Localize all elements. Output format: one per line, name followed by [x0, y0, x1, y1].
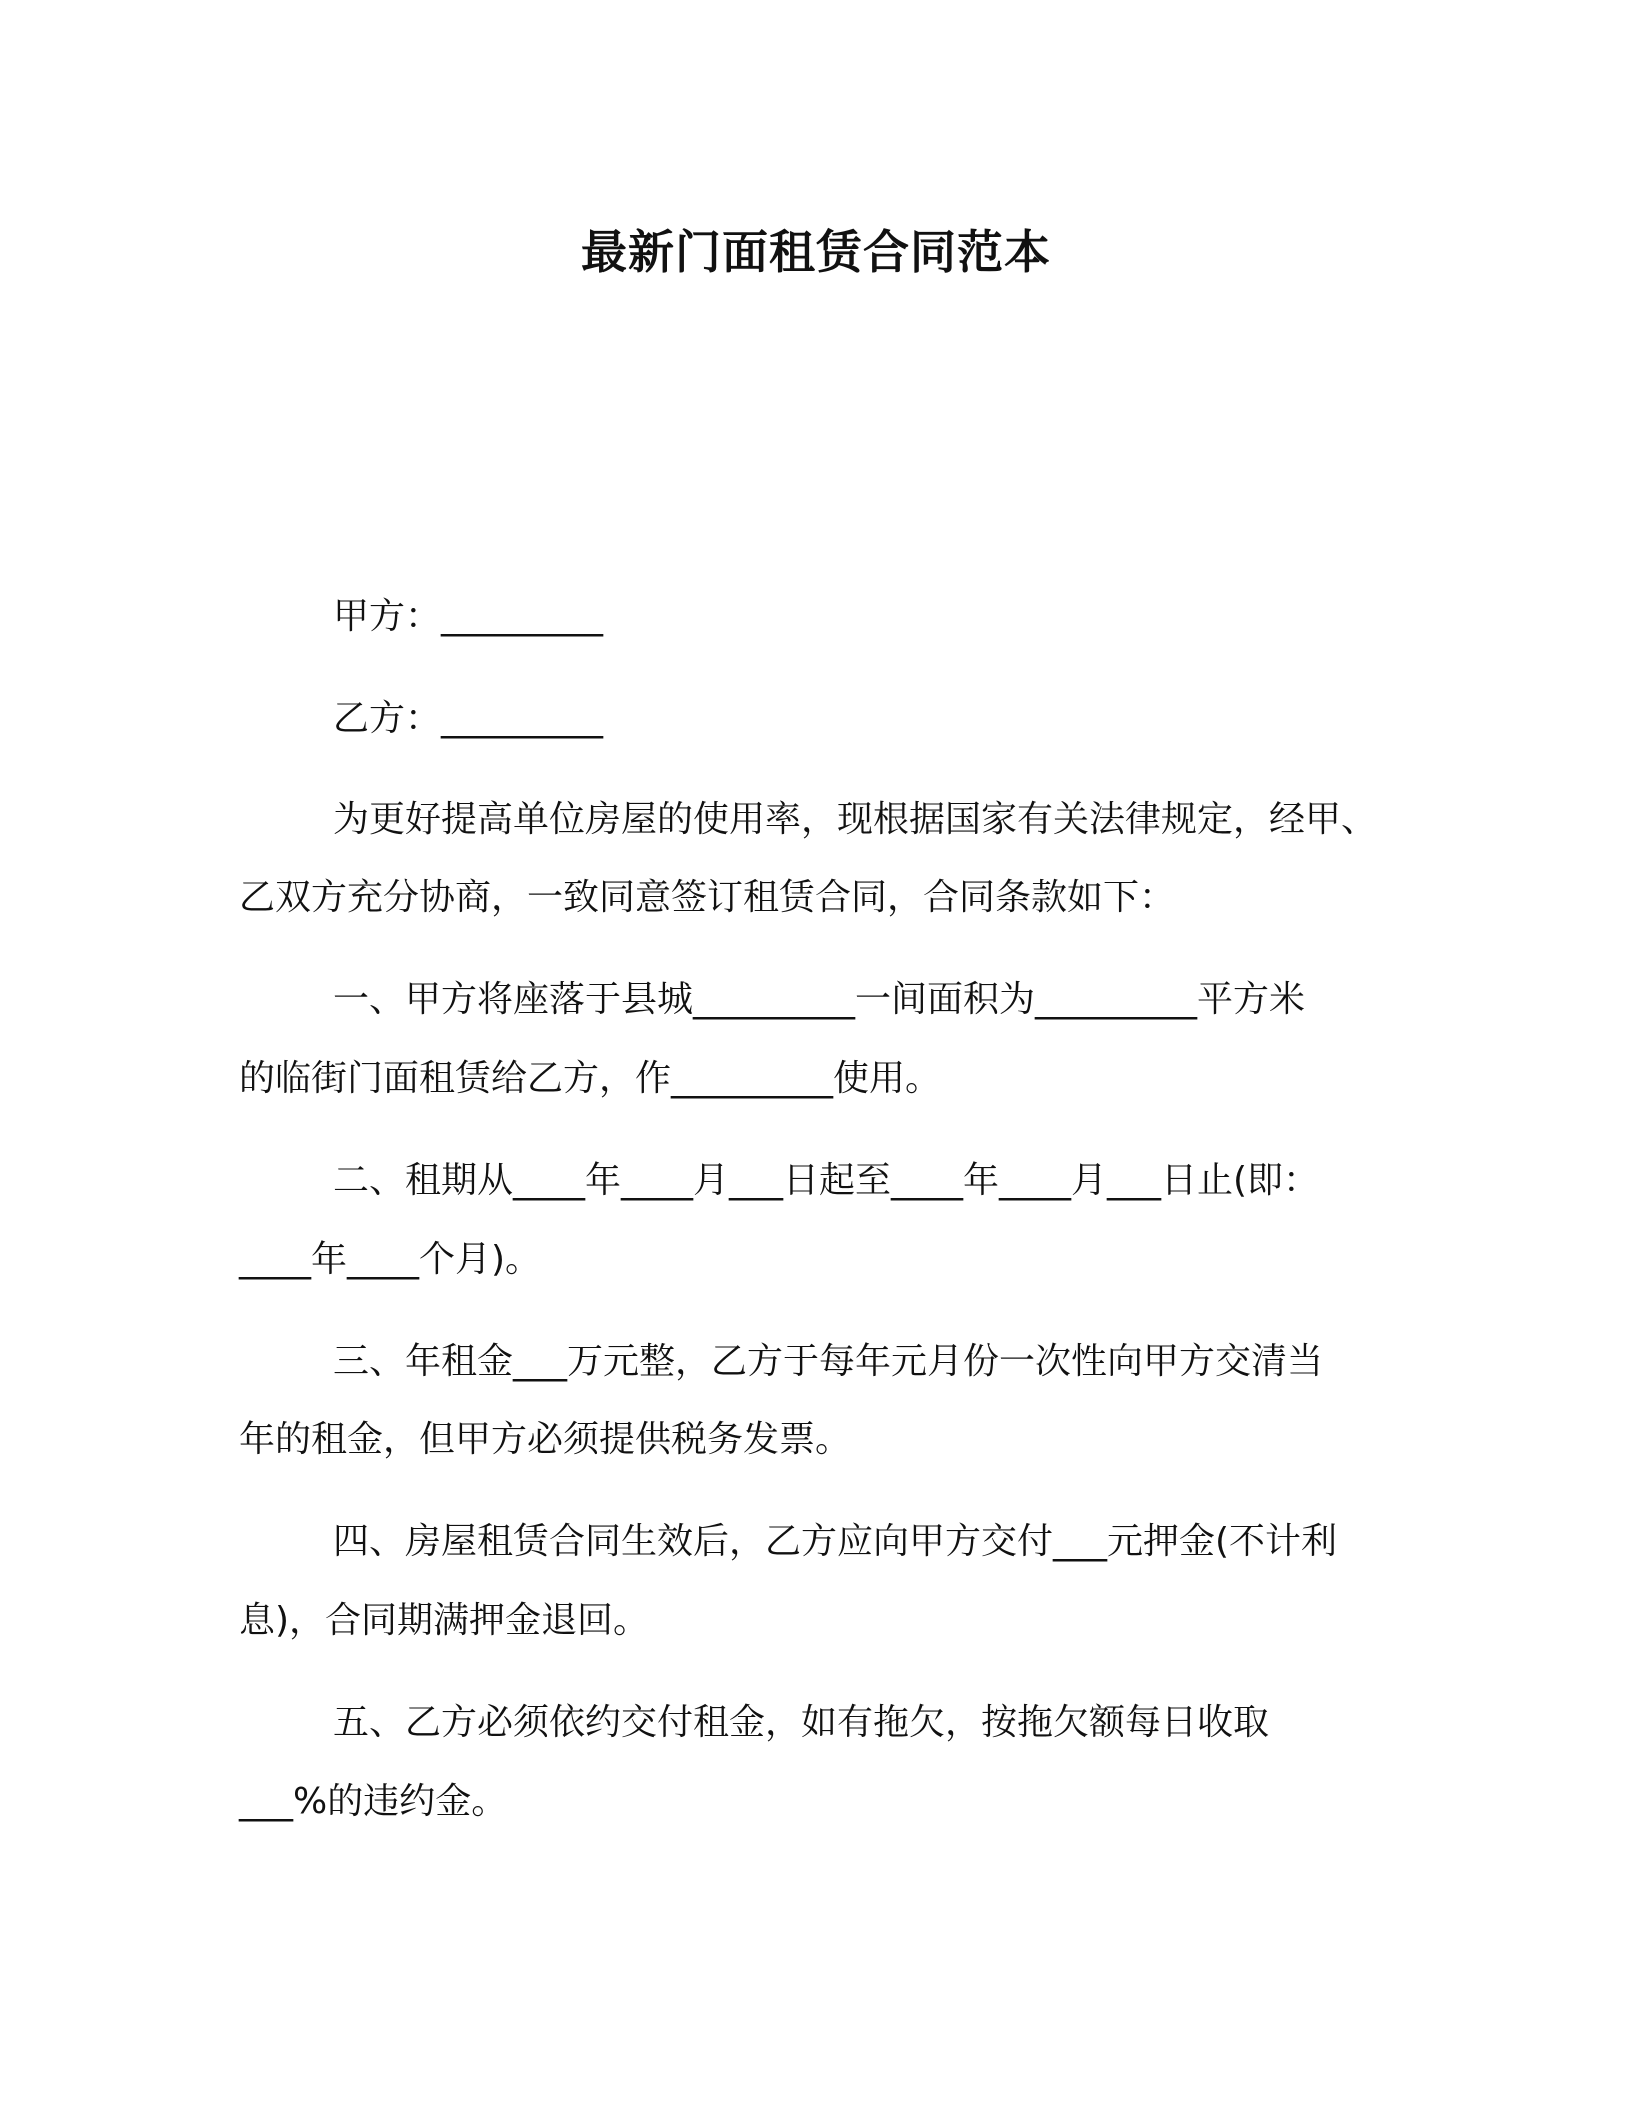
clause-4-line-1: 四、房屋租赁合同生效后，乙方应向甲方交付___元押金(不计利 [333, 1521, 1338, 1562]
intro-line-1: 为更好提高单位房屋的使用率，现根据国家有关法律规定，经甲、 [333, 799, 1378, 840]
intro-line-2: 乙双方充分协商，一致同意签订租赁合同，合同条款如下： [239, 877, 1176, 918]
clause-5-line-1: 五、乙方必须依约交付租金，如有拖欠，按拖欠额每日收取 [333, 1702, 1270, 1743]
clause-4-line-2: 息)，合同期满押金退回。 [239, 1600, 650, 1641]
clause-5-line-2: ___%的违约金。 [239, 1781, 508, 1822]
party-a-line: 甲方：_________ [333, 596, 604, 637]
clause-3-line-1: 三、年租金___万元整，乙方于每年元月份一次性向甲方交清当 [333, 1341, 1324, 1382]
clause-3-line-2: 年的租金，但甲方必须提供税务发票。 [239, 1419, 852, 1460]
clause-2-line-1: 二、租期从____年____月___日起至____年____月___日止(即： [333, 1160, 1320, 1201]
party-b-line: 乙方：_________ [333, 698, 604, 739]
clause-1-line-1: 一、甲方将座落于县城_________一间面积为_________平方米 [333, 979, 1306, 1020]
clause-1-line-2: 的临街门面租赁给乙方，作_________使用。 [239, 1058, 942, 1099]
clause-2-line-2: ____年____个月)。 [239, 1239, 542, 1280]
document-title: 最新门面租赁合同范本 [581, 225, 1051, 279]
